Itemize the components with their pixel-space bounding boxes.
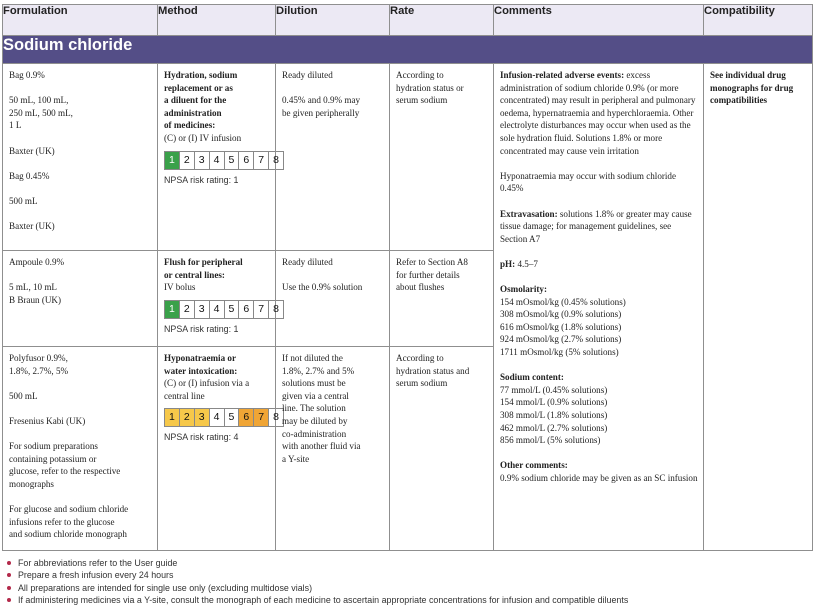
risk-cell: 6 bbox=[239, 409, 254, 426]
text-line: Bag 0.45% bbox=[9, 170, 50, 181]
text-line: monographs bbox=[9, 478, 54, 489]
text-line: with another fluid via bbox=[282, 441, 361, 452]
formulation-lines bbox=[3, 64, 157, 237]
risk-cell: 7 bbox=[254, 152, 269, 169]
dilution-cell bbox=[276, 347, 390, 551]
risk-cell: 3 bbox=[195, 152, 210, 169]
header-rate: Rate bbox=[390, 5, 494, 36]
text-line: about flushes bbox=[396, 282, 445, 293]
text-line: For sodium preparations bbox=[9, 441, 98, 452]
other-comments-text: 0.9% sodium chloride may be given as an SC infusion bbox=[500, 473, 698, 483]
risk-cell: 6 bbox=[239, 301, 254, 318]
text-line: 856 mmol/L (5% solutions) bbox=[500, 435, 601, 446]
text-line: a diluent for the bbox=[164, 95, 227, 106]
method-block bbox=[158, 347, 279, 448]
text-line: (C) or (I) infusion via a central line bbox=[164, 378, 250, 401]
risk-cell: 3 bbox=[195, 301, 210, 318]
text-line: solutions must be bbox=[282, 378, 346, 389]
text-line: According to bbox=[396, 70, 444, 80]
text-line: 154 mmol/L (0.9% solutions) bbox=[500, 397, 608, 408]
text-line: 77 mmol/L (0.45% solutions) bbox=[500, 384, 608, 395]
text-line: Refer to Section A8 bbox=[396, 257, 468, 267]
text-line: replacement or as bbox=[164, 82, 233, 93]
compatibility-text: See individual drug monographs for drug compatibilities bbox=[710, 70, 794, 106]
text-line: 1.8%, 2.7%, 5% bbox=[9, 365, 69, 376]
risk-cell: 5 bbox=[225, 409, 240, 426]
risk-cell: 4 bbox=[210, 409, 225, 426]
text-line: 50 mL, 100 mL, bbox=[9, 95, 69, 106]
footnote: Prepare a fresh infusion every 24 hours bbox=[6, 569, 628, 581]
text-line: line. The solution bbox=[282, 403, 346, 414]
comment-ph: pH: 4.5–7 bbox=[500, 258, 538, 269]
risk-cell: 8 bbox=[273, 153, 279, 166]
risk-cell: 4 bbox=[210, 301, 225, 318]
rate-lines bbox=[390, 347, 493, 394]
osmolarity-title: Osmolarity: bbox=[500, 284, 547, 295]
dilution-cell bbox=[276, 251, 390, 347]
rate-lines bbox=[390, 64, 493, 111]
text-line: and sodium chloride monograph bbox=[9, 529, 127, 540]
text-line: (C) or (I) IV infusion bbox=[164, 132, 242, 143]
text-line: may be diluted by bbox=[282, 415, 348, 426]
footnote: If administering medicines via a Y-site, consult the monograph of each medicine to ascertain appropriate concentrations for infusion and compatible diluents bbox=[6, 594, 628, 606]
dilution-lines bbox=[276, 347, 389, 469]
text-line: hydration status or bbox=[396, 82, 464, 93]
text-line: hydration status and bbox=[396, 365, 470, 376]
text-line: serum sodium bbox=[396, 95, 448, 106]
risk-cell: 7 bbox=[254, 301, 269, 318]
risk-cell: 4 bbox=[210, 152, 225, 169]
text-line: glucose, refer to the respective bbox=[9, 466, 121, 477]
dilution-lines bbox=[276, 64, 389, 123]
risk-cell: 6 bbox=[239, 152, 254, 169]
text-line: Baxter (UK) bbox=[9, 221, 55, 232]
text-line: 616 mOsmol/kg (1.8% solutions) bbox=[500, 321, 622, 332]
text-line: 462 mmol/L (2.7% solutions) bbox=[500, 422, 608, 433]
risk-cell: 1 bbox=[165, 301, 180, 318]
text-line: 250 mL, 500 mL, bbox=[9, 107, 73, 118]
table-row bbox=[3, 64, 813, 251]
risk-cell: 8 bbox=[273, 302, 279, 315]
text-line: Baxter (UK) bbox=[9, 145, 55, 156]
formulation-lines bbox=[3, 347, 157, 545]
text-line: For glucose and sodium chloride bbox=[9, 504, 129, 515]
text-line: water intoxication: bbox=[164, 365, 238, 376]
text-line: given via a central bbox=[282, 390, 349, 401]
text-line: Polyfusor 0.9%, bbox=[9, 353, 68, 363]
text-line: containing potassium or bbox=[9, 453, 97, 464]
text-line: serum sodium bbox=[396, 378, 448, 389]
text-line: Flush for peripheral bbox=[164, 257, 243, 267]
monograph-table bbox=[2, 4, 813, 551]
risk-cell: 3 bbox=[195, 409, 210, 426]
header-formulation: Formulation bbox=[3, 5, 158, 36]
risk-rating-scale bbox=[164, 151, 284, 170]
risk-cell: 1 bbox=[165, 409, 180, 426]
text-line: Ready diluted bbox=[282, 70, 333, 80]
method-block bbox=[158, 64, 279, 190]
comment-adverse-events: Infusion-related adverse events: excess administration of sodium chloride 0.9% (or more concentrated) may result in peripheral and pulmonary oedema, hypernatraemia and hyperchloraemia. Other electrolyte disturbances may occur when used as the sole hydration fluid. Solutions 1.8% or more concentrated may cause vein irritation bbox=[500, 70, 696, 156]
comments-block bbox=[494, 64, 703, 489]
text-line: Ampoule 0.9% bbox=[9, 257, 65, 267]
rate-lines bbox=[390, 251, 493, 298]
header-compatibility: Compatibility bbox=[704, 5, 813, 36]
comment-hyponatraemia: Hyponatraemia may occur with sodium chloride 0.45% bbox=[500, 170, 677, 194]
risk-rating-scale bbox=[164, 408, 284, 427]
risk-cell: 7 bbox=[254, 409, 269, 426]
formulation-cell bbox=[3, 64, 158, 251]
text-line: be given peripherally bbox=[282, 107, 360, 118]
text-line: of medicines: bbox=[164, 120, 216, 131]
other-comments-title: Other comments: bbox=[500, 460, 568, 471]
text-line: Hyponatraemia or bbox=[164, 353, 236, 363]
method-cell bbox=[158, 347, 279, 551]
text-line: or central lines: bbox=[164, 269, 225, 280]
title-row bbox=[3, 36, 813, 64]
text-line: administration bbox=[164, 107, 222, 118]
osmolarity-list bbox=[500, 296, 699, 359]
footnotes bbox=[6, 557, 628, 607]
text-line: 500 mL bbox=[9, 195, 38, 206]
comments-cell bbox=[494, 64, 704, 551]
dilution-cell bbox=[276, 64, 390, 251]
text-line: infusions refer to the glucose bbox=[9, 516, 115, 527]
npsa-risk-rating: NPSA risk rating: 1 bbox=[164, 174, 239, 185]
rate-cell bbox=[390, 251, 494, 347]
method-cell bbox=[158, 251, 279, 347]
npsa-risk-rating: NPSA risk rating: 1 bbox=[164, 323, 239, 334]
text-line: Fresenius Kabi (UK) bbox=[9, 415, 86, 426]
text-line: 1711 mOsmol/kg (5% solutions) bbox=[500, 347, 619, 358]
text-line: Hydration, sodium bbox=[164, 70, 238, 80]
risk-cell: 8 bbox=[273, 411, 279, 424]
text-line: 308 mmol/L (1.8% solutions) bbox=[500, 410, 608, 421]
risk-cell: 2 bbox=[180, 301, 195, 318]
rate-cell bbox=[390, 64, 494, 251]
footnote: All preparations are intended for single use only (excluding multidose vials) bbox=[6, 582, 628, 594]
risk-cell: 5 bbox=[225, 152, 240, 169]
sodium-content-title: Sodium content: bbox=[500, 372, 564, 383]
text-line: 5 mL, 10 mL bbox=[9, 282, 57, 293]
text-line: Use the 0.9% solution bbox=[282, 282, 363, 293]
risk-cell: 5 bbox=[225, 301, 240, 318]
text-line: for further details bbox=[396, 269, 460, 280]
risk-cell: 2 bbox=[180, 152, 195, 169]
method-block bbox=[158, 251, 279, 339]
text-line: Ready diluted bbox=[282, 257, 333, 267]
rate-cell bbox=[390, 347, 494, 551]
npsa-risk-rating: NPSA risk rating: 4 bbox=[164, 432, 239, 443]
text-line: 1.8%, 2.7% and 5% bbox=[282, 365, 355, 376]
sodium-content-list bbox=[500, 384, 699, 447]
risk-rating-scale bbox=[164, 300, 284, 319]
comment-extravasation: Extravasation: solutions 1.8% or greater may cause tissue damage; for management guidelines, see Section A7 bbox=[500, 208, 692, 244]
text-line: a Y-site bbox=[282, 453, 310, 464]
header-method: Method bbox=[158, 5, 276, 36]
text-line: co-administration bbox=[282, 428, 347, 439]
text-line: 500 mL bbox=[9, 390, 38, 401]
text-line: According to bbox=[396, 353, 444, 363]
text-line: 1 L bbox=[9, 120, 22, 131]
method-cell bbox=[158, 64, 279, 251]
text-line: 308 mOsmol/kg (0.9% solutions) bbox=[500, 309, 622, 320]
dilution-lines bbox=[276, 251, 389, 298]
compatibility-cell bbox=[704, 64, 813, 551]
text-line: 154 mOsmol/kg (0.45% solutions) bbox=[500, 296, 626, 307]
header-dilution: Dilution bbox=[276, 5, 390, 36]
risk-cell: 1 bbox=[165, 152, 180, 169]
header-row bbox=[3, 5, 813, 36]
text-line: 0.45% and 0.9% may bbox=[282, 95, 361, 106]
footnote: For abbreviations refer to the User guide bbox=[6, 557, 628, 569]
formulation-lines bbox=[3, 251, 157, 310]
formulation-cell bbox=[3, 347, 158, 551]
text-line: Bag 0.9% bbox=[9, 70, 45, 80]
text-line: B Braun (UK) bbox=[9, 294, 62, 305]
drug-title: Sodium chloride bbox=[3, 36, 813, 64]
text-line: IV bolus bbox=[164, 282, 196, 293]
header-comments: Comments bbox=[494, 5, 704, 36]
risk-cell: 2 bbox=[180, 409, 195, 426]
formulation-cell bbox=[3, 251, 158, 347]
text-line: If not diluted the bbox=[282, 353, 343, 363]
text-line: 924 mOsmol/kg (2.7% solutions) bbox=[500, 334, 622, 345]
